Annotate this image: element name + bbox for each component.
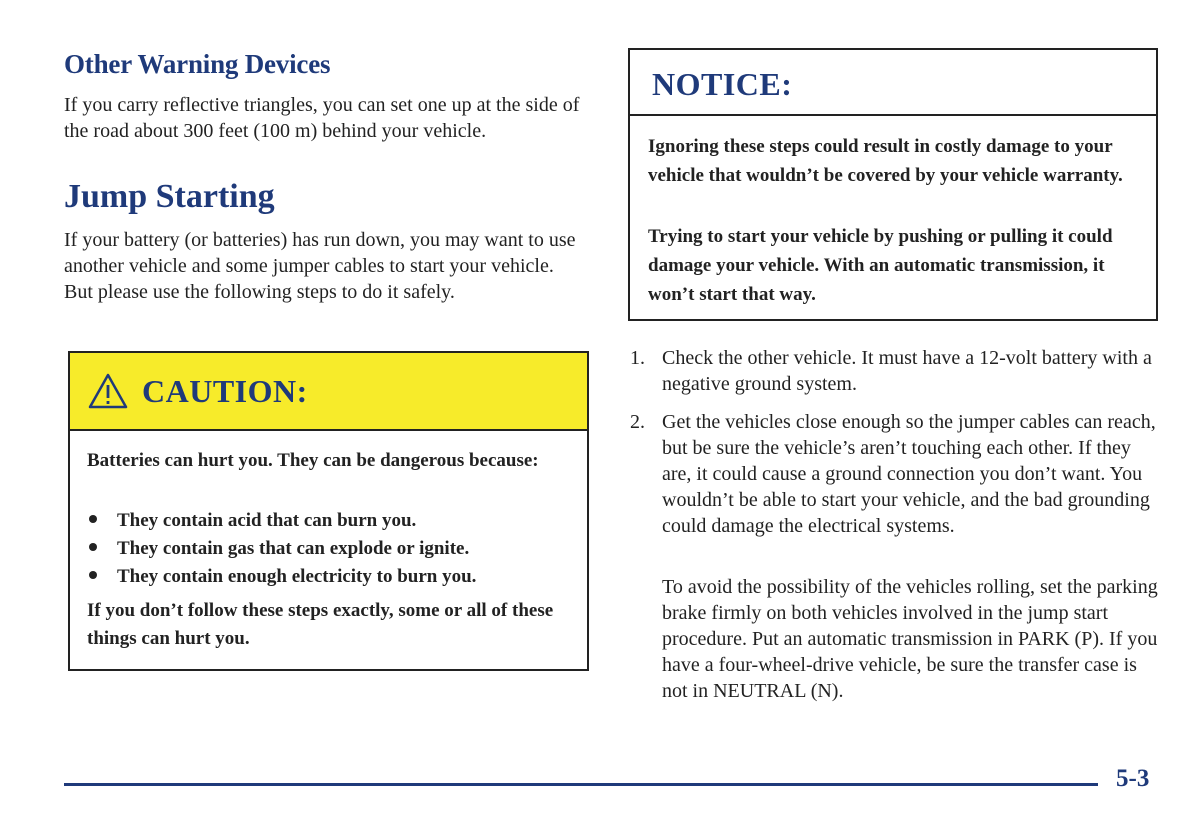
step-text: Check the other vehicle. It must have a 12-volt battery with a negative ground system.	[662, 347, 1152, 395]
jump-starting-heading: Jump Starting	[64, 178, 275, 215]
caution-bullet-text: They contain acid that can burn you.	[117, 510, 417, 531]
other-warning-devices-heading: Other Warning Devices	[64, 49, 331, 79]
footer-rule	[64, 783, 1098, 786]
caution-bullet-text: They contain enough electricity to burn you.	[117, 566, 477, 587]
step-number: 1.	[630, 347, 645, 369]
step-2-continuation: To avoid the possibility of the vehicles rolling, set the parking brake firmly on both vehicles involved in the jump start procedure. Put an automatic transmission in PARK (P). If you have a four-wheel-drive vehicle, be sure the transfer case is not in NEUTRAL (N).	[662, 576, 1158, 702]
caution-bullet-item	[87, 535, 577, 563]
caution-bullet-item	[87, 507, 577, 535]
page-number: 5-3	[1116, 765, 1150, 792]
step-text: Get the vehicles close enough so the jumper cables can reach, but be sure the vehicle’s aren’t touching each other. If they are, it could cause a ground connection you don’t want. You wouldn’t be able to start your vehicle, and the bad grounding could damage the electrical systems.	[662, 411, 1156, 537]
notice-header	[630, 50, 1156, 116]
bullet-icon	[89, 571, 97, 579]
other-warning-devices-text: If you carry reflective triangles, you can set one up at the side of the road about 300 feet (100 m) behind your vehicle.	[64, 94, 580, 142]
caution-bullet-text: They contain gas that can explode or ignite.	[117, 538, 470, 559]
caution-bullet-item	[87, 563, 577, 591]
jump-start-steps	[628, 345, 1158, 539]
bullet-icon	[89, 543, 97, 551]
caution-box	[68, 351, 589, 671]
notice-box	[628, 48, 1158, 321]
caution-header	[70, 353, 587, 431]
caution-title: CAUTION:	[142, 372, 308, 409]
caution-bullet-list	[87, 507, 577, 591]
caution-closing: If you don’t follow these steps exactly, some or all of these things can hurt you.	[87, 600, 554, 649]
step-item	[628, 409, 1158, 539]
caution-intro: Batteries can hurt you. They can be dangerous because:	[87, 450, 539, 471]
step-item	[628, 345, 1158, 397]
warning-triangle-icon	[88, 373, 128, 409]
notice-title: NOTICE:	[652, 66, 793, 102]
jump-starting-intro: If your battery (or batteries) has run down, you may want to use another vehicle and some jumper cables to start your vehicle. But please use the following steps to do it safely.	[64, 229, 576, 303]
notice-paragraph-pushing: Trying to start your vehicle by pushing or pulling it could damage your vehicle. With an automatic transmission, it won’t start that way.	[648, 226, 1113, 305]
step-number: 2.	[630, 411, 645, 433]
bullet-icon	[89, 515, 97, 523]
notice-paragraph-damage: Ignoring these steps could result in costly damage to your vehicle that wouldn’t be covered by your vehicle warranty.	[648, 136, 1123, 186]
